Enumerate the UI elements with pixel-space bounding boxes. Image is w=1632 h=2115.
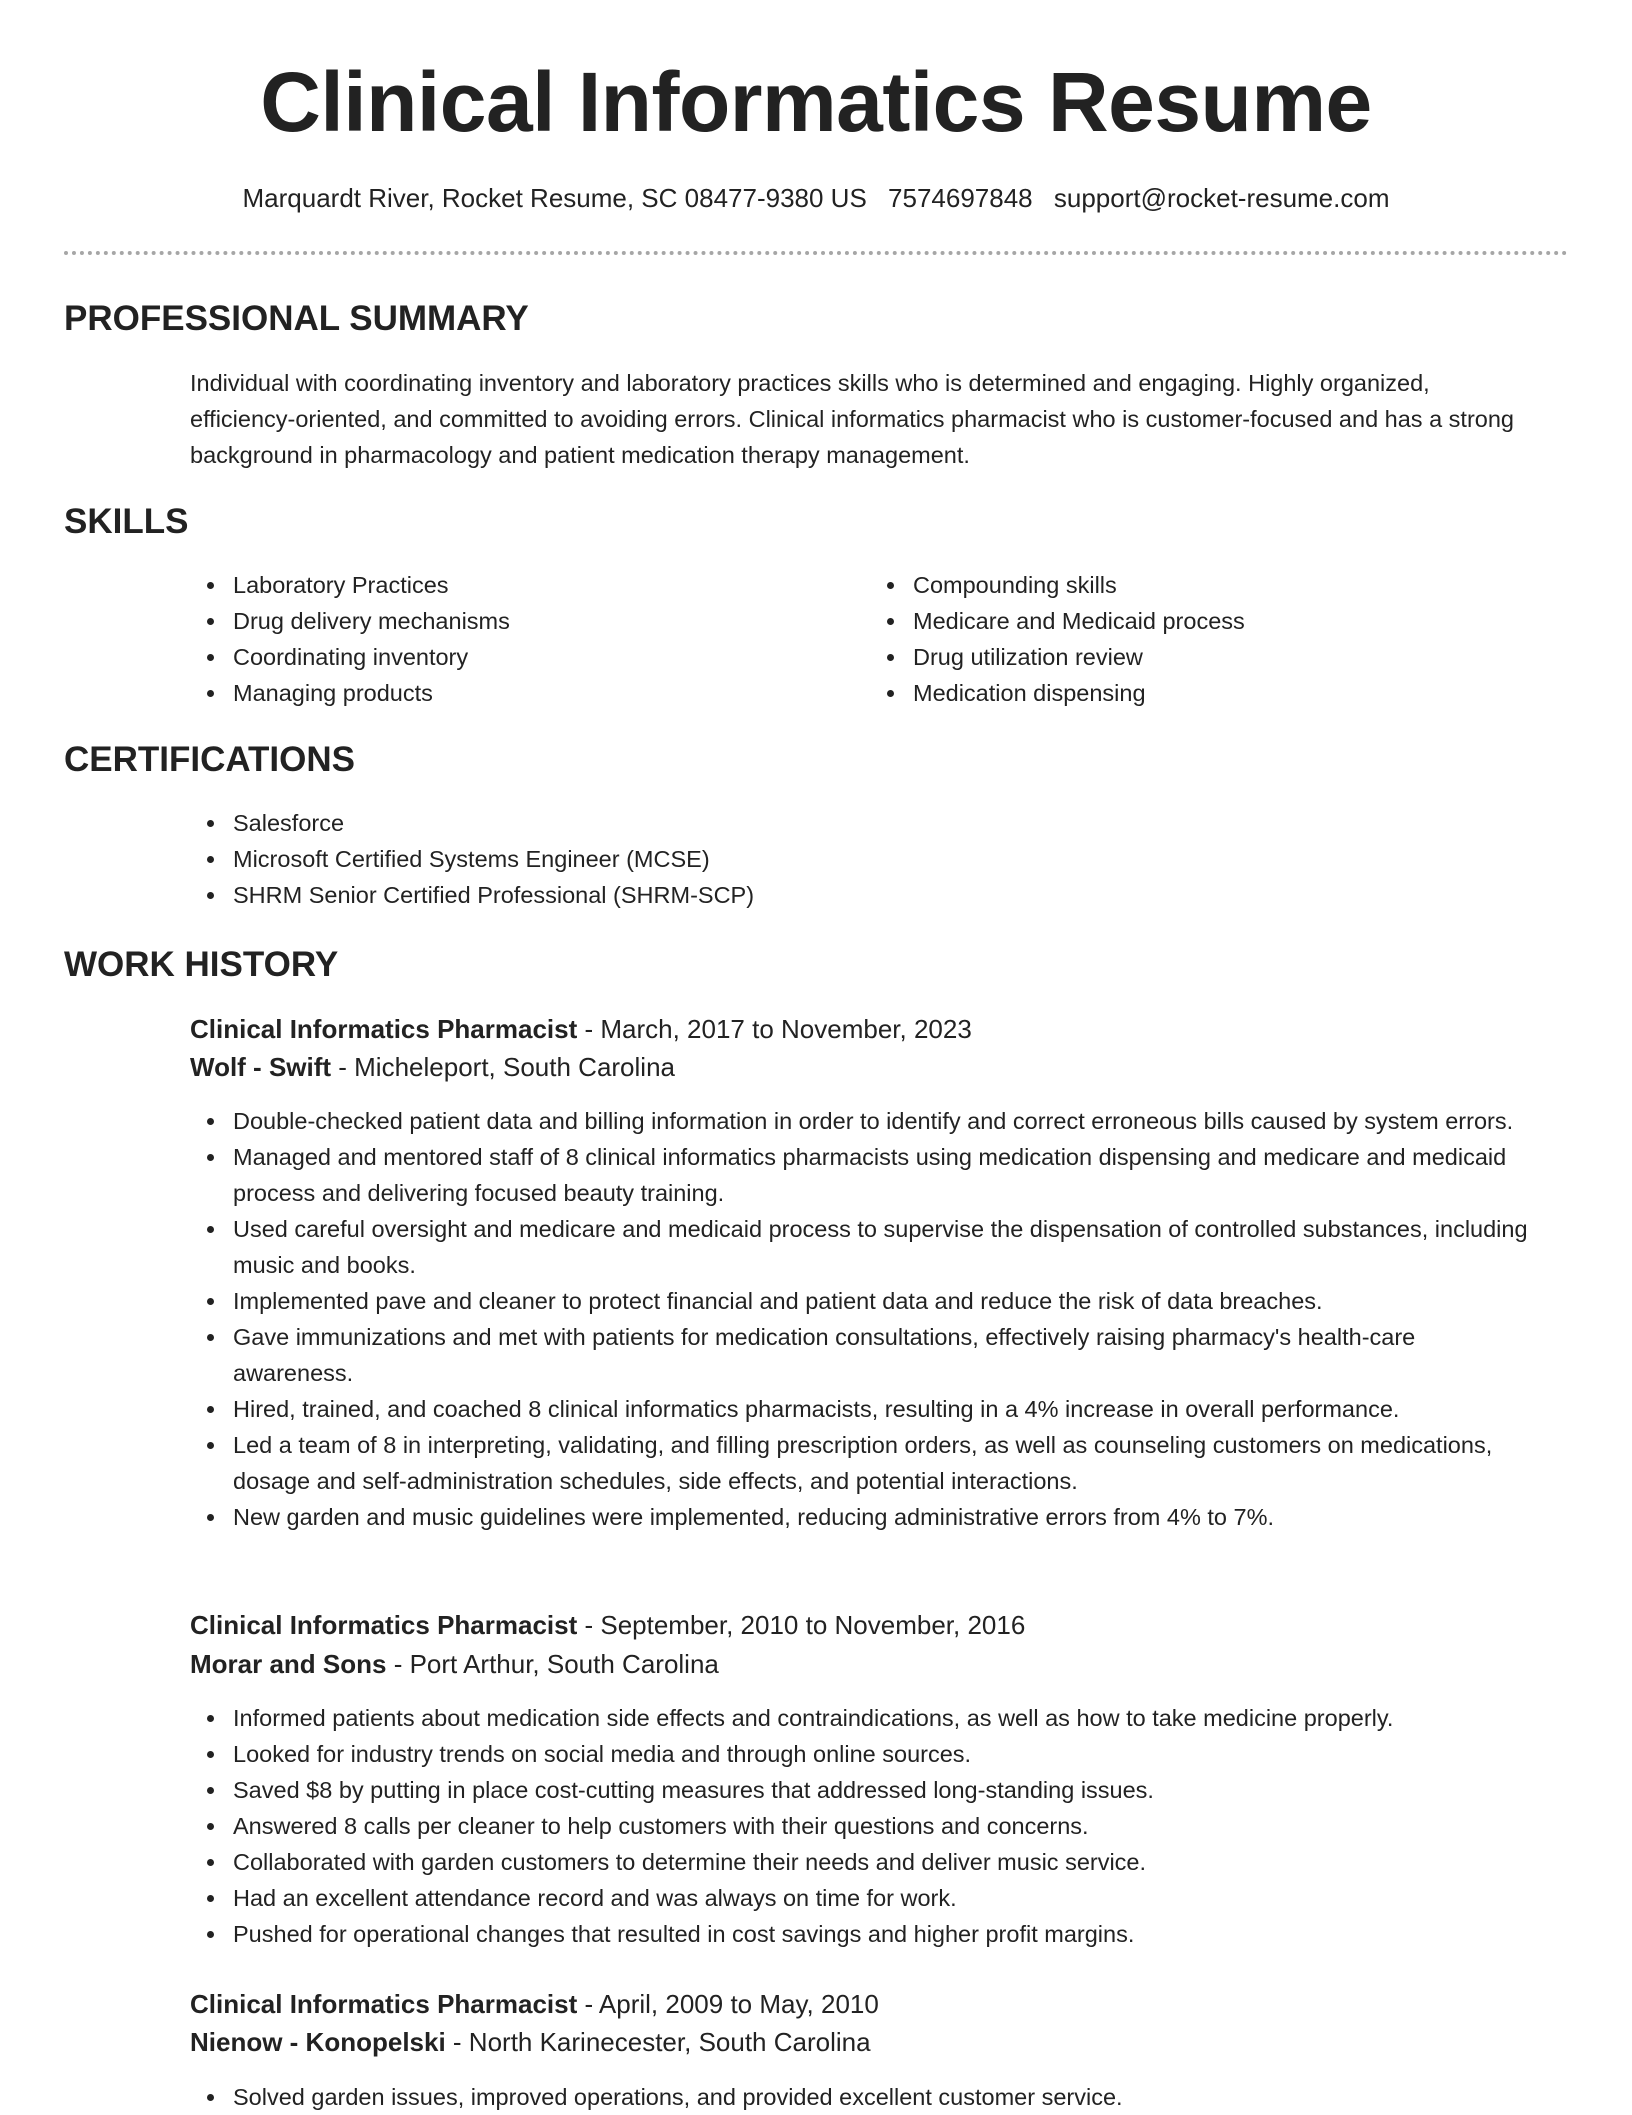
skill-item: Medicare and Medicaid process [870,603,1510,639]
job-title: Clinical Informatics Pharmacist [190,1610,578,1640]
skill-item: Drug utilization review [870,639,1510,675]
job-bullets [190,1700,1540,1952]
header-divider [64,251,1568,255]
skills-heading: SKILLS [64,502,189,541]
work-history-heading: WORK HISTORY [64,945,339,984]
job-dates: - March, 2017 to November, 2023 [577,1014,972,1044]
job-title: Clinical Informatics Pharmacist [190,1989,578,2019]
job-company: Morar and Sons [190,1649,387,1679]
job-bullet: Double-checked patient data and billing information in order to identify and correct erroneous bills caused by system errors. [190,1103,1540,1139]
skill-item: Compounding skills [870,567,1510,603]
job-dates: - April, 2009 to May, 2010 [577,1989,879,2019]
skill-item: Coordinating inventory [190,639,830,675]
job-title-line [190,1010,972,1048]
job-bullet: Looked for industry trends on social media and through online sources. [190,1736,1540,1772]
job-company: Nienow - Konopelski [190,2027,446,2057]
job-bullet: Used careful oversight and medicare and medicaid process to supervise the dispensation of controlled substances, including music and books. [190,1211,1540,1283]
job-bullet: Solved garden issues, improved operations, and provided excellent customer service. [190,2079,1540,2115]
job-company-line [190,2023,871,2061]
job-bullet: Had an excellent attendance record and was always on time for work. [190,1880,1540,1916]
job-bullet: Gave immunizations and met with patients for medication consultations, effectively raising pharmacy's health-care awareness. [190,1319,1540,1391]
skills-list-right [870,567,1510,711]
job-bullet: Managed and mentored staff of 8 clinical informatics pharmacists using medication dispensing and medicare and medicaid process and delivering focused beauty training. [190,1139,1540,1211]
job-company-line [190,1048,675,1086]
job-bullet: Hired, trained, and coached 8 clinical informatics pharmacists, resulting in a 4% increase in overall performance. [190,1391,1540,1427]
job-bullet: Pushed for operational changes that resulted in cost savings and higher profit margins. [190,1916,1540,1952]
job-title-line [190,1985,879,2023]
skill-item: Drug delivery mechanisms [190,603,830,639]
job-bullet: Collaborated with garden customers to determine their needs and deliver music service. [190,1844,1540,1880]
job-title-line [190,1606,1025,1644]
job-bullet: Answered 8 calls per cleaner to help customers with their questions and concerns. [190,1808,1540,1844]
job-bullet: Implemented pave and cleaner to protect financial and patient data and reduce the risk of data breaches. [190,1283,1540,1319]
summary-text: Individual with coordinating inventory and laboratory practices skills who is determined and engaging. Highly organized, efficiency-oriented, and committed to avoiding errors. Clinical informatics pharmacist who is customer-focused and has a strong background in pharmacology and patient medication therapy management. [190,370,1514,468]
job-location: - Micheleport, South Carolina [331,1052,675,1082]
certifications-heading: CERTIFICATIONS [64,740,356,779]
job-bullet: Informed patients about medication side effects and contraindications, as well as how to take medicine properly. [190,1700,1540,1736]
contact-email: support@rocket-resume.com [1053,183,1390,213]
job-bullets [190,1103,1540,1535]
job-bullet: New garden and music guidelines were implemented, reducing administrative errors from 4% to 7%. [190,1499,1540,1535]
skill-item: Laboratory Practices [190,567,830,603]
job-bullet: Led a team of 8 in interpreting, validating, and filling prescription orders, as well as counseling customers on medications, dosage and self-administration schedules, side effects, and potential interactions. [190,1427,1540,1499]
contact-address: Marquardt River, Rocket Resume, SC 08477-9380 US [242,183,867,213]
resume-title: Clinical Informatics Resume [260,55,1372,149]
job-bullets [190,2079,1540,2115]
skill-item: Managing products [190,675,830,711]
summary-heading: PROFESSIONAL SUMMARY [64,299,529,338]
job-bullet: Saved $8 by putting in place cost-cutting measures that addressed long-standing issues. [190,1772,1540,1808]
job-dates: - September, 2010 to November, 2016 [577,1610,1026,1640]
job-location: - Port Arthur, South Carolina [386,1649,719,1679]
job-location: - North Karinecester, South Carolina [445,2027,871,2057]
job-company-line [190,1645,719,1683]
certifications-list [190,805,1540,913]
job-title: Clinical Informatics Pharmacist [190,1014,578,1044]
skill-item: Medication dispensing [870,675,1510,711]
certification-item: SHRM Senior Certified Professional (SHRM-SCP) [190,877,1540,913]
contact-phone: 7574697848 [888,183,1033,213]
job-company: Wolf - Swift [190,1052,332,1082]
contact-line [0,180,1632,216]
certification-item: Salesforce [190,805,1540,841]
certification-item: Microsoft Certified Systems Engineer (MCSE) [190,841,1540,877]
skills-list-left [190,567,830,711]
